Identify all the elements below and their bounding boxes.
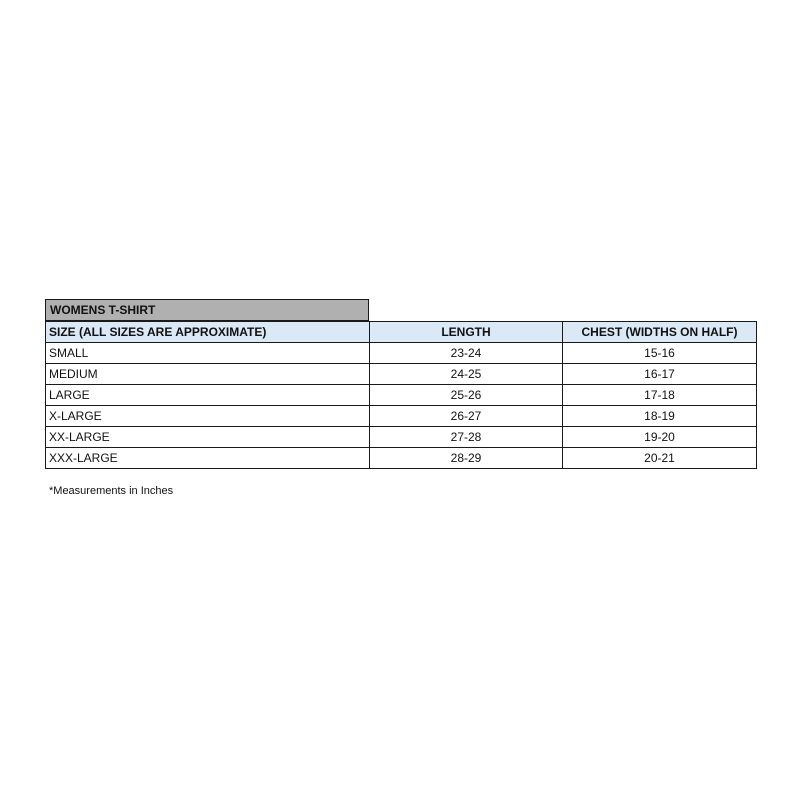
length-cell: 24-25: [370, 364, 563, 385]
size-cell: SMALL: [46, 343, 370, 364]
table-row: [46, 427, 757, 448]
chest-cell: 17-18: [563, 385, 757, 406]
length-cell: 27-28: [370, 427, 563, 448]
size-cell: X-LARGE: [46, 406, 370, 427]
chest-cell: 16-17: [563, 364, 757, 385]
chest-cell: 20-21: [563, 448, 757, 469]
length-cell: 23-24: [370, 343, 563, 364]
chest-cell: 15-16: [563, 343, 757, 364]
chest-cell: 18-19: [563, 406, 757, 427]
table-row: [46, 406, 757, 427]
table-title: WOMENS T-SHIRT: [45, 299, 369, 321]
size-cell: LARGE: [46, 385, 370, 406]
length-cell: 26-27: [370, 406, 563, 427]
table-row: [46, 385, 757, 406]
size-cell: XXX-LARGE: [46, 448, 370, 469]
measurement-footnote: *Measurements in Inches: [49, 485, 174, 497]
size-cell: MEDIUM: [46, 364, 370, 385]
table-row: [46, 448, 757, 469]
length-cell: 25-26: [370, 385, 563, 406]
chest-cell: 19-20: [563, 427, 757, 448]
size-cell: XX-LARGE: [46, 427, 370, 448]
table-row: [46, 343, 757, 364]
header-row: [46, 322, 757, 343]
header-size: SIZE (ALL SIZES ARE APPROXIMATE): [46, 322, 370, 343]
table-row: [46, 364, 757, 385]
size-chart-table: [45, 321, 757, 469]
header-chest: CHEST (WIDTHS ON HALF): [563, 322, 757, 343]
header-length: LENGTH: [370, 322, 563, 343]
length-cell: 28-29: [370, 448, 563, 469]
